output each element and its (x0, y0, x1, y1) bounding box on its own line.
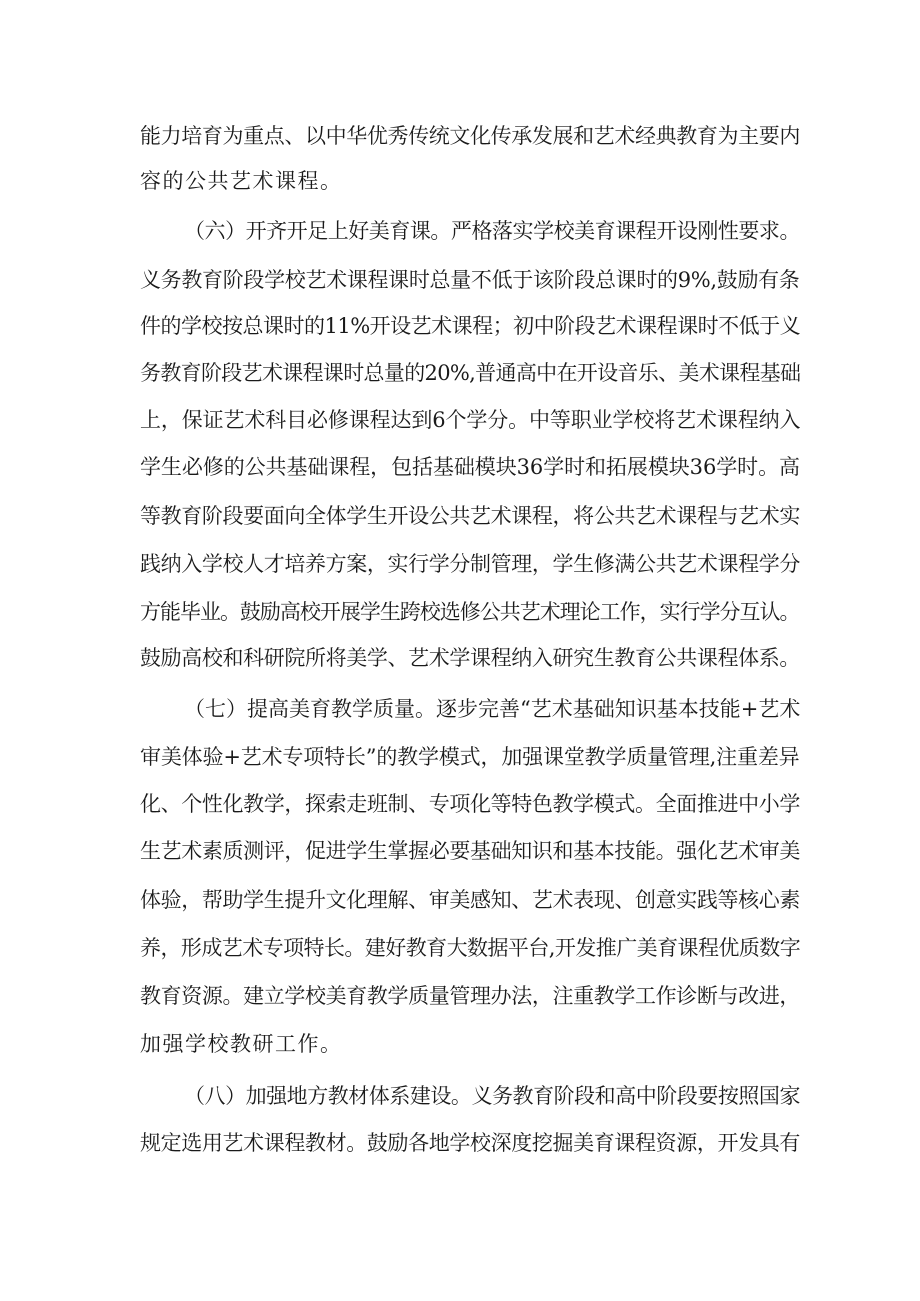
text-line-7: 上，保证艺术科目必修课程达到6个学分。中等职业学校将艺术课程纳入 (140, 408, 801, 432)
text-line-11: 方能毕业。鼓励高校开展学生跨校选修公共艺术理论工作，实行学分互认。 (140, 600, 800, 624)
text-line-8: 学生必修的公共基础课程，包括基础模块36学时和拓展模块36学时。高 (140, 455, 800, 479)
text-line-9: 等教育阶段要面向全体学生开设公共艺术课程，将公共艺术课程与艺术实 (140, 504, 800, 528)
text-line-2: 容的公共艺术课程。 (140, 169, 343, 193)
text-line-4: 义务教育阶段学校艺术课程课时总量不低于该阶段总课时的9%,鼓励有条 (140, 268, 800, 292)
text-line-12: 鼓励高校和科研院所将美学、艺术学课程纳入研究生教育公共课程体系。 (140, 646, 800, 670)
section-6-heading-line: （六）开齐开足上好美育课。严格落实学校美育课程开设刚性要求。 (184, 219, 800, 243)
section-7-heading-line: （七）提高美育教学质量。逐步完善“艺术基础知识基本技能+艺术 (184, 697, 801, 721)
section-8-heading-line: （八）加强地方教材体系建设。义务教育阶段和高中阶段要按照国家 (184, 1084, 800, 1108)
text-line-15: 化、个性化教学，探索走班制、专项化等特色教学模式。全面推进中小学 (140, 792, 800, 816)
text-line-5: 件的学校按总课时的11%开设艺术课程；初中阶段艺术课程课时不低于义 (140, 314, 801, 338)
text-line-6: 务教育阶段艺术课程课时总量的20%,普通高中在开设音乐、美术课程基础 (140, 361, 801, 385)
text-line-14: 审美体验+艺术专项特长”的教学模式，加强课堂教学质量管理,注重差异 (140, 745, 800, 769)
text-line-1: 能力培育为重点、以中华优秀传统文化传承发展和艺术经典教育为主要内 (140, 124, 800, 148)
text-line-18: 养，形成艺术专项特长。建好教育大数据平台,开发推广美育课程优质数字 (140, 936, 801, 960)
text-line-22: 规定选用艺术课程教材。鼓励各地学校深度挖掘美育课程资源，开发具有 (140, 1131, 800, 1155)
text-line-17: 体验，帮助学生提升文化理解、审美感知、艺术表现、创意实践等核心素 (140, 888, 800, 912)
text-line-19: 教育资源。建立学校美育教学质量管理办法，注重教学工作诊断与改进， (140, 984, 800, 1008)
text-line-16: 生艺术素质测评，促进学生掌握必要基础知识和基本技能。强化艺术审美 (140, 839, 800, 863)
text-line-20: 加强学校教研工作。 (140, 1032, 343, 1056)
text-line-10: 践纳入学校人才培养方案，实行学分制管理，学生修满公共艺术课程学分 (140, 552, 800, 576)
